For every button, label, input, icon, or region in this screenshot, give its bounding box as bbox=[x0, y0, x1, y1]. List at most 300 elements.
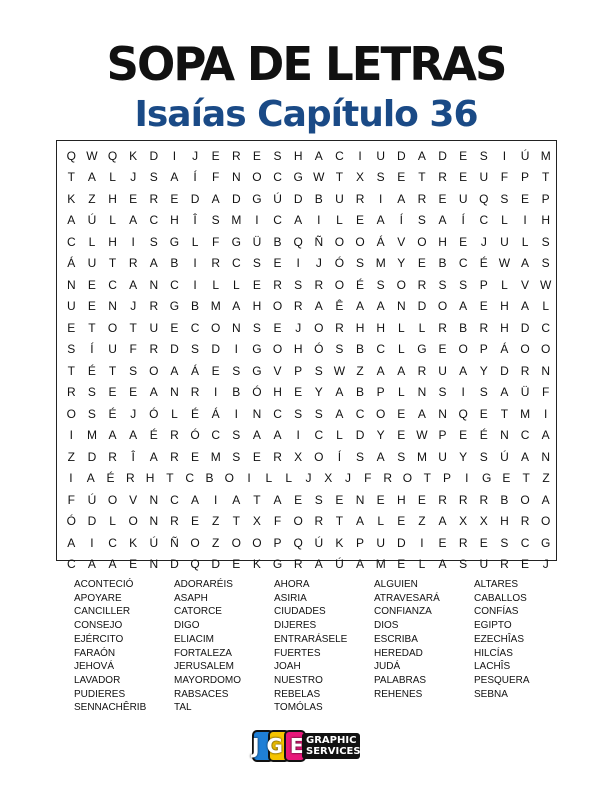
grid-letter[interactable]: S bbox=[232, 449, 241, 464]
grid-letter[interactable]: J bbox=[315, 256, 322, 271]
grid-letter[interactable]: Ê bbox=[335, 299, 344, 314]
grid-letter[interactable]: M bbox=[540, 148, 551, 163]
grid-letter[interactable]: A bbox=[417, 406, 426, 421]
grid-letter[interactable]: A bbox=[87, 557, 96, 572]
grid-letter[interactable]: T bbox=[522, 471, 530, 486]
grid-letter[interactable]: Y bbox=[459, 449, 468, 464]
grid-letter[interactable]: É bbox=[149, 428, 158, 443]
grid-letter[interactable]: C bbox=[108, 277, 117, 292]
grid-letter[interactable]: C bbox=[520, 428, 530, 443]
grid-letter[interactable]: R bbox=[438, 492, 447, 507]
grid-letter[interactable]: A bbox=[376, 213, 385, 228]
grid-letter[interactable]: I bbox=[358, 148, 362, 163]
grid-letter[interactable]: T bbox=[418, 170, 426, 185]
grid-letter[interactable]: L bbox=[501, 277, 508, 292]
grid-letter[interactable]: S bbox=[87, 406, 96, 421]
grid-letter[interactable]: B bbox=[205, 471, 214, 486]
grid-letter[interactable]: O bbox=[417, 234, 427, 249]
grid-letter[interactable]: C bbox=[66, 234, 76, 249]
grid-letter[interactable]: T bbox=[335, 514, 344, 529]
grid-letter[interactable]: U bbox=[438, 363, 447, 378]
grid-letter[interactable]: T bbox=[166, 471, 174, 486]
grid-letter[interactable]: A bbox=[108, 428, 117, 443]
grid-letter[interactable]: R bbox=[314, 514, 324, 529]
grid-letter[interactable]: O bbox=[541, 514, 551, 529]
grid-letter[interactable]: E bbox=[397, 514, 406, 529]
grid-letter[interactable]: R bbox=[417, 191, 427, 206]
grid-letter[interactable]: E bbox=[521, 191, 530, 206]
grid-letter[interactable]: S bbox=[294, 406, 303, 421]
grid-letter[interactable]: O bbox=[107, 320, 118, 335]
grid-letter[interactable]: T bbox=[108, 256, 117, 271]
grid-letter[interactable]: S bbox=[356, 449, 365, 464]
grid-letter[interactable]: Ü bbox=[252, 234, 262, 249]
grid-letter[interactable]: F bbox=[364, 471, 372, 486]
grid-letter[interactable]: L bbox=[109, 213, 116, 228]
grid-letter[interactable]: R bbox=[293, 299, 303, 314]
grid-letter[interactable]: A bbox=[108, 557, 117, 572]
grid-letter[interactable]: U bbox=[376, 535, 386, 550]
grid-letter[interactable]: V bbox=[129, 492, 138, 507]
grid-letter[interactable]: P bbox=[541, 191, 550, 206]
grid-letter[interactable]: Y bbox=[479, 363, 488, 378]
grid-letter[interactable]: J bbox=[130, 406, 137, 421]
grid-letter[interactable]: Z bbox=[67, 449, 75, 464]
grid-letter[interactable]: A bbox=[170, 170, 179, 185]
grid-letter[interactable]: É bbox=[356, 277, 365, 292]
grid-letter[interactable]: U bbox=[479, 557, 489, 572]
grid-letter[interactable]: E bbox=[294, 492, 303, 507]
grid-letter[interactable]: N bbox=[500, 428, 509, 443]
grid-letter[interactable]: R bbox=[458, 535, 468, 550]
grid-letter[interactable]: I bbox=[296, 428, 300, 443]
grid-letter[interactable]: F bbox=[542, 385, 550, 400]
grid-letter[interactable]: Z bbox=[212, 514, 220, 529]
grid-letter[interactable]: O bbox=[520, 342, 530, 357]
grid-letter[interactable]: A bbox=[252, 428, 261, 443]
grid-letter[interactable]: Ó bbox=[66, 514, 76, 529]
grid-letter[interactable]: H bbox=[293, 148, 303, 163]
grid-letter[interactable]: O bbox=[272, 299, 283, 314]
grid-letter[interactable]: É bbox=[106, 471, 115, 486]
grid-letter[interactable]: Á bbox=[211, 406, 220, 421]
grid-letter[interactable]: I bbox=[420, 535, 424, 550]
grid-letter[interactable]: S bbox=[232, 428, 241, 443]
grid-letter[interactable]: X bbox=[252, 514, 261, 529]
grid-letter[interactable]: E bbox=[252, 449, 261, 464]
grid-letter[interactable]: T bbox=[232, 514, 240, 529]
grid-letter[interactable]: B bbox=[273, 234, 282, 249]
grid-letter[interactable]: R bbox=[273, 277, 282, 292]
grid-letter[interactable]: H bbox=[438, 234, 447, 249]
grid-letter[interactable]: L bbox=[397, 342, 405, 357]
grid-letter[interactable]: R bbox=[170, 449, 179, 464]
grid-letter[interactable]: E bbox=[502, 471, 511, 486]
grid-letter[interactable]: Î bbox=[131, 449, 135, 464]
grid-letter[interactable]: H bbox=[252, 299, 262, 314]
grid-letter[interactable]: Á bbox=[376, 234, 385, 249]
grid-letter[interactable]: R bbox=[149, 342, 159, 357]
grid-letter[interactable]: H bbox=[376, 320, 386, 335]
grid-letter[interactable]: E bbox=[459, 170, 468, 185]
grid-letter[interactable]: Ó bbox=[190, 428, 200, 443]
grid-letter[interactable]: S bbox=[273, 148, 282, 163]
grid-letter[interactable]: O bbox=[355, 234, 365, 249]
grid-letter[interactable]: C bbox=[335, 148, 344, 163]
grid-letter[interactable]: E bbox=[356, 213, 365, 228]
grid-letter[interactable]: P bbox=[438, 428, 447, 443]
grid-letter[interactable]: M bbox=[231, 213, 242, 228]
grid-letter[interactable]: Z bbox=[542, 471, 550, 486]
grid-letter[interactable]: U bbox=[108, 342, 117, 357]
grid-letter[interactable]: E bbox=[397, 557, 406, 572]
grid-letter[interactable]: S bbox=[356, 256, 365, 271]
grid-letter[interactable]: E bbox=[335, 492, 344, 507]
grid-letter[interactable]: B bbox=[356, 385, 365, 400]
grid-letter[interactable]: I bbox=[465, 471, 469, 486]
grid-letter[interactable]: P bbox=[356, 535, 365, 550]
grid-letter[interactable]: C bbox=[66, 557, 76, 572]
grid-letter[interactable]: I bbox=[69, 428, 73, 443]
grid-letter[interactable]: R bbox=[438, 170, 447, 185]
grid-letter[interactable]: E bbox=[191, 514, 200, 529]
grid-letter[interactable]: R bbox=[149, 299, 159, 314]
grid-letter[interactable]: D bbox=[211, 342, 221, 357]
grid-letter[interactable]: N bbox=[149, 277, 159, 292]
grid-letter[interactable]: K bbox=[335, 535, 344, 550]
grid-letter[interactable]: S bbox=[67, 342, 76, 357]
grid-letter[interactable]: É bbox=[479, 256, 488, 271]
grid-letter[interactable]: E bbox=[459, 148, 468, 163]
grid-letter[interactable]: R bbox=[479, 492, 489, 507]
grid-letter[interactable]: R bbox=[170, 514, 179, 529]
grid-letter[interactable]: K bbox=[67, 191, 76, 206]
grid-letter[interactable]: J bbox=[305, 471, 312, 486]
grid-letter[interactable]: H bbox=[500, 514, 509, 529]
grid-letter[interactable]: C bbox=[479, 213, 489, 228]
grid-letter[interactable]: R bbox=[108, 449, 117, 464]
grid-letter[interactable]: H bbox=[108, 234, 117, 249]
grid-letter[interactable]: N bbox=[396, 299, 406, 314]
grid-letter[interactable]: D bbox=[190, 191, 200, 206]
grid-letter[interactable]: P bbox=[479, 342, 488, 357]
grid-letter[interactable]: A bbox=[67, 213, 76, 228]
grid-letter[interactable]: A bbox=[438, 557, 447, 572]
grid-letter[interactable]: J bbox=[130, 170, 137, 185]
grid-letter[interactable]: S bbox=[232, 363, 241, 378]
grid-letter[interactable]: R bbox=[383, 471, 392, 486]
grid-letter[interactable]: T bbox=[67, 363, 75, 378]
grid-letter[interactable]: J bbox=[345, 471, 352, 486]
grid-letter[interactable]: D bbox=[417, 299, 427, 314]
grid-letter[interactable]: E bbox=[108, 385, 117, 400]
grid-letter[interactable]: E bbox=[252, 148, 261, 163]
grid-letter[interactable]: É bbox=[87, 363, 96, 378]
grid-letter[interactable]: F bbox=[129, 342, 137, 357]
grid-letter[interactable]: Q bbox=[479, 191, 489, 206]
grid-letter[interactable]: C bbox=[355, 406, 365, 421]
grid-letter[interactable]: R bbox=[314, 277, 324, 292]
grid-letter[interactable]: S bbox=[479, 449, 488, 464]
grid-letter[interactable]: D bbox=[87, 514, 97, 529]
grid-letter[interactable]: A bbox=[438, 213, 447, 228]
grid-letter[interactable]: W bbox=[333, 363, 346, 378]
grid-letter[interactable]: F bbox=[212, 170, 220, 185]
grid-letter[interactable]: E bbox=[129, 385, 138, 400]
grid-letter[interactable]: U bbox=[500, 234, 509, 249]
grid-letter[interactable]: Á bbox=[500, 342, 509, 357]
grid-letter[interactable]: E bbox=[479, 535, 488, 550]
grid-letter[interactable]: O bbox=[376, 406, 386, 421]
grid-letter[interactable]: J bbox=[192, 148, 199, 163]
grid-letter[interactable]: H bbox=[500, 299, 509, 314]
grid-letter[interactable]: A bbox=[314, 148, 323, 163]
grid-letter[interactable]: N bbox=[149, 492, 159, 507]
grid-letter[interactable]: D bbox=[211, 557, 221, 572]
grid-letter[interactable]: Í bbox=[193, 170, 197, 185]
grid-letter[interactable]: C bbox=[273, 213, 282, 228]
grid-letter[interactable]: A bbox=[67, 535, 76, 550]
grid-letter[interactable]: D bbox=[87, 449, 97, 464]
grid-letter[interactable]: L bbox=[191, 234, 199, 249]
grid-letter[interactable]: B bbox=[170, 256, 179, 271]
grid-letter[interactable]: Í bbox=[461, 213, 465, 228]
grid-letter[interactable]: N bbox=[541, 449, 551, 464]
grid-letter[interactable]: A bbox=[170, 363, 179, 378]
grid-letter[interactable]: X bbox=[479, 514, 488, 529]
grid-letter[interactable]: X bbox=[356, 170, 365, 185]
grid-letter[interactable]: U bbox=[479, 170, 489, 185]
grid-letter[interactable]: O bbox=[252, 170, 262, 185]
grid-letter[interactable]: A bbox=[232, 492, 241, 507]
grid-letter[interactable]: O bbox=[252, 535, 262, 550]
grid-letter[interactable]: V bbox=[273, 363, 282, 378]
grid-letter[interactable]: L bbox=[397, 320, 405, 335]
grid-letter[interactable]: S bbox=[500, 191, 509, 206]
grid-letter[interactable]: O bbox=[107, 492, 118, 507]
grid-letter[interactable]: F bbox=[212, 234, 220, 249]
grid-letter[interactable]: E bbox=[397, 406, 406, 421]
grid-letter[interactable]: J bbox=[130, 299, 137, 314]
grid-letter[interactable]: R bbox=[66, 385, 76, 400]
grid-letter[interactable]: Q bbox=[190, 557, 200, 572]
grid-letter[interactable]: I bbox=[247, 471, 251, 486]
grid-letter[interactable]: I bbox=[131, 234, 135, 249]
grid-letter[interactable]: Á bbox=[67, 256, 76, 271]
grid-letter[interactable]: A bbox=[459, 299, 468, 314]
grid-letter[interactable]: E bbox=[397, 170, 406, 185]
grid-letter[interactable]: O bbox=[402, 471, 413, 486]
grid-letter[interactable]: Ó bbox=[149, 406, 159, 421]
grid-letter[interactable]: D bbox=[438, 148, 447, 163]
grid-letter[interactable]: D bbox=[355, 428, 365, 443]
grid-letter[interactable]: E bbox=[273, 320, 282, 335]
grid-letter[interactable]: C bbox=[520, 535, 530, 550]
grid-letter[interactable]: T bbox=[108, 363, 117, 378]
grid-letter[interactable]: D bbox=[293, 191, 303, 206]
grid-letter[interactable]: A bbox=[356, 557, 365, 572]
grid-letter[interactable]: L bbox=[171, 406, 178, 421]
grid-letter[interactable]: P bbox=[443, 471, 452, 486]
grid-letter[interactable]: A bbox=[459, 363, 468, 378]
grid-letter[interactable]: A bbox=[500, 385, 509, 400]
grid-letter[interactable]: A bbox=[335, 406, 344, 421]
grid-letter[interactable]: L bbox=[285, 471, 292, 486]
grid-letter[interactable]: A bbox=[376, 363, 385, 378]
grid-letter[interactable]: A bbox=[541, 492, 550, 507]
grid-letter[interactable]: L bbox=[377, 514, 385, 529]
grid-letter[interactable]: H bbox=[145, 471, 155, 486]
grid-letter[interactable]: T bbox=[542, 170, 550, 185]
grid-letter[interactable]: E bbox=[252, 277, 261, 292]
grid-letter[interactable]: I bbox=[172, 148, 177, 163]
grid-letter[interactable]: G bbox=[417, 342, 427, 357]
grid-letter[interactable]: J bbox=[480, 234, 487, 249]
grid-letter[interactable]: S bbox=[541, 234, 550, 249]
grid-letter[interactable]: E bbox=[479, 299, 488, 314]
grid-letter[interactable]: N bbox=[149, 514, 159, 529]
grid-letter[interactable]: A bbox=[211, 191, 220, 206]
grid-letter[interactable]: C bbox=[170, 492, 179, 507]
grid-letter[interactable]: Q bbox=[107, 148, 118, 163]
grid-letter[interactable]: C bbox=[211, 428, 221, 443]
grid-letter[interactable]: E bbox=[294, 385, 303, 400]
grid-letter[interactable]: A bbox=[417, 148, 426, 163]
grid-letter[interactable]: D bbox=[149, 148, 159, 163]
grid-letter[interactable]: O bbox=[541, 342, 551, 357]
grid-letter[interactable]: S bbox=[314, 406, 323, 421]
grid-letter[interactable]: A bbox=[86, 471, 95, 486]
grid-letter[interactable]: O bbox=[231, 535, 241, 550]
grid-letter[interactable]: E bbox=[211, 148, 220, 163]
grid-letter[interactable]: A bbox=[356, 514, 365, 529]
grid-letter[interactable]: R bbox=[273, 449, 282, 464]
grid-letter[interactable]: S bbox=[479, 148, 488, 163]
grid-letter[interactable]: S bbox=[314, 363, 323, 378]
grid-letter[interactable]: Ú bbox=[500, 449, 509, 464]
grid-letter[interactable]: B bbox=[438, 256, 447, 271]
grid-letter[interactable]: G bbox=[169, 299, 180, 314]
grid-letter[interactable]: Ú bbox=[273, 191, 282, 206]
grid-letter[interactable]: M bbox=[86, 428, 97, 443]
grid-letter[interactable]: S bbox=[252, 320, 261, 335]
grid-letter[interactable]: O bbox=[314, 449, 324, 464]
grid-letter[interactable]: S bbox=[541, 256, 550, 271]
grid-letter[interactable]: M bbox=[210, 299, 221, 314]
grid-letter[interactable]: N bbox=[149, 557, 159, 572]
grid-letter[interactable]: E bbox=[417, 256, 426, 271]
grid-letter[interactable]: A bbox=[376, 299, 385, 314]
grid-letter[interactable]: O bbox=[520, 492, 530, 507]
grid-letter[interactable]: V bbox=[521, 277, 530, 292]
grid-letter[interactable]: W bbox=[416, 428, 428, 443]
grid-letter[interactable]: Í bbox=[90, 342, 94, 357]
grid-letter[interactable]: C bbox=[231, 256, 241, 271]
grid-letter[interactable]: D bbox=[396, 535, 406, 550]
grid-letter[interactable]: C bbox=[458, 256, 468, 271]
grid-letter[interactable]: U bbox=[458, 191, 468, 206]
grid-letter[interactable]: A bbox=[397, 191, 406, 206]
grid-letter[interactable]: C bbox=[376, 342, 386, 357]
grid-letter[interactable]: U bbox=[376, 148, 386, 163]
grid-letter[interactable]: L bbox=[232, 277, 240, 292]
grid-letter[interactable]: C bbox=[314, 428, 324, 443]
grid-letter[interactable]: A bbox=[273, 492, 282, 507]
grid-letter[interactable]: W bbox=[313, 170, 325, 185]
grid-letter[interactable]: É bbox=[479, 428, 488, 443]
grid-letter[interactable]: Ú bbox=[520, 148, 530, 163]
grid-letter[interactable]: F bbox=[500, 170, 509, 185]
grid-letter[interactable]: E bbox=[273, 256, 282, 271]
grid-letter[interactable]: O bbox=[128, 514, 138, 529]
grid-letter[interactable]: Ñ bbox=[314, 234, 324, 249]
grid-letter[interactable]: I bbox=[234, 406, 238, 421]
grid-letter[interactable]: L bbox=[336, 213, 343, 228]
grid-letter[interactable]: A bbox=[335, 385, 344, 400]
grid-letter[interactable]: G bbox=[272, 557, 283, 572]
grid-letter[interactable]: O bbox=[334, 234, 345, 249]
grid-letter[interactable]: Y bbox=[397, 256, 406, 271]
grid-letter[interactable]: I bbox=[502, 148, 507, 163]
grid-letter[interactable]: V bbox=[397, 234, 406, 249]
grid-letter[interactable]: S bbox=[376, 277, 385, 292]
grid-letter[interactable]: S bbox=[294, 277, 303, 292]
grid-letter[interactable]: B bbox=[314, 191, 323, 206]
grid-letter[interactable]: A bbox=[356, 299, 365, 314]
grid-letter[interactable]: F bbox=[273, 514, 282, 529]
grid-letter[interactable]: A bbox=[541, 428, 550, 443]
grid-letter[interactable]: S bbox=[149, 170, 158, 185]
grid-letter[interactable]: C bbox=[185, 471, 195, 486]
grid-letter[interactable]: P bbox=[273, 535, 282, 550]
grid-letter[interactable]: N bbox=[231, 320, 241, 335]
grid-letter[interactable]: R bbox=[125, 471, 135, 486]
grid-letter[interactable]: R bbox=[520, 363, 530, 378]
grid-letter[interactable]: Y bbox=[376, 428, 385, 443]
grid-letter[interactable]: D bbox=[170, 342, 179, 357]
grid-letter[interactable]: N bbox=[355, 492, 365, 507]
grid-letter[interactable]: N bbox=[417, 385, 427, 400]
grid-letter[interactable]: A bbox=[294, 213, 303, 228]
grid-letter[interactable]: Ú bbox=[335, 557, 344, 572]
grid-letter[interactable]: Q bbox=[293, 535, 303, 550]
grid-letter[interactable]: I bbox=[90, 535, 94, 550]
grid-letter[interactable]: H bbox=[396, 492, 406, 507]
grid-letter[interactable]: H bbox=[108, 191, 117, 206]
grid-letter[interactable]: Ü bbox=[520, 385, 530, 400]
grid-letter[interactable]: J bbox=[542, 557, 549, 572]
grid-letter[interactable]: B bbox=[191, 299, 200, 314]
grid-letter[interactable]: E bbox=[211, 363, 220, 378]
grid-letter[interactable]: A bbox=[521, 449, 530, 464]
grid-letter[interactable]: E bbox=[170, 320, 179, 335]
grid-letter[interactable]: N bbox=[541, 363, 551, 378]
grid-letter[interactable]: X bbox=[294, 449, 303, 464]
grid-letter[interactable]: O bbox=[458, 342, 468, 357]
grid-letter[interactable]: I bbox=[523, 213, 527, 228]
grid-letter[interactable]: S bbox=[129, 363, 138, 378]
grid-letter[interactable]: E bbox=[67, 320, 76, 335]
grid-letter[interactable]: P bbox=[479, 277, 488, 292]
grid-letter[interactable]: I bbox=[234, 342, 238, 357]
grid-letter[interactable]: I bbox=[461, 385, 465, 400]
grid-letter[interactable]: O bbox=[293, 514, 303, 529]
grid-letter[interactable]: L bbox=[418, 320, 426, 335]
grid-letter[interactable]: A bbox=[149, 256, 158, 271]
grid-letter[interactable]: K bbox=[129, 535, 138, 550]
grid-letter[interactable]: Ó bbox=[334, 256, 345, 271]
grid-letter[interactable]: E bbox=[438, 535, 447, 550]
